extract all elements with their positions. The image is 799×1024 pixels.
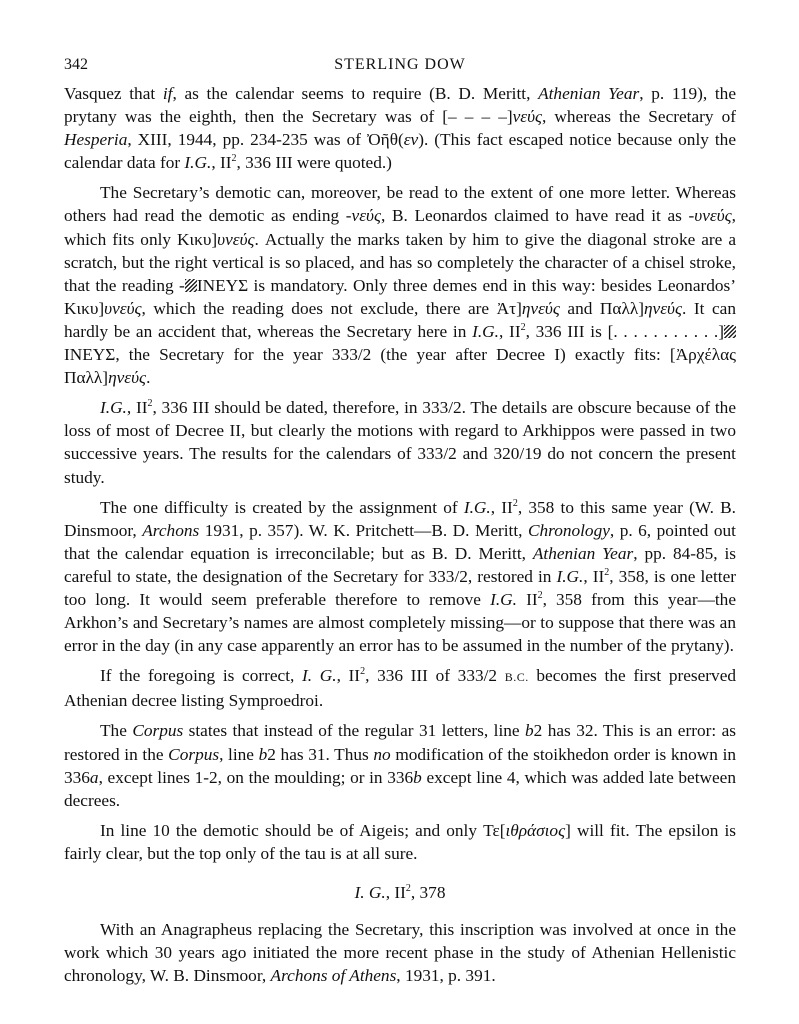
- paragraph-8: With an Anagrapheus replacing the Secretary, this inscription was involved at once in the work which 30 years ago initiated the more recent phase in the study of Athenian Hellenistic chronology, W. B. Dinsmoor, Archons of Athens, 1931, p. 391.: [64, 920, 736, 986]
- body-text-after-heading: [64, 918, 736, 987]
- section-heading: I. G., $II^2$, 378: [354, 883, 446, 902]
- paragraph-4: The one difficulty is created by the assignment of I.G., $II^2$, 358 to this same year (W. B. Dinsmoor, Archons 1931, p. 357). W. K. Pritchett—B. D. Meritt, Chronology, p. 6, pointed out that the calendar equation is irreconcilable; but as B. D. Meritt, Athenian Year, pp. 84-85, is careful to state, the designation of the Secretary for 333/2, restored in I.G., $II^2$, 358, is one letter too long. It would seem preferable therefore to remove I.G. $II^2$, 358 from this year—the Arkhon’s and Secretary’s names are almost completely missing—or to suppose that there was an error in the day (in any case apparently an error has to be assumed in the number of the prytany).: [64, 497, 737, 656]
- paragraph-3: I.G., $II^2$, 336 III should be dated, therefore, in 333/2. The details are obscure because of the loss of most of Decree II, but clearly the motions with regard to Arkhippos were passed in two successive years. The results for the calendars of 333/2 and 320/19 do not concern the present study.: [64, 398, 736, 487]
- running-head: [64, 56, 736, 82]
- paragraph-7: In line 10 the demotic should be of Aigeis; and only Τε[ιθράσιος] will fit. The epsilon is fairly clear, but the top only of the tau is at all sure.: [64, 820, 736, 863]
- paragraph-2: The Secretary’s demotic can, moreover, be read to the extent of one more letter. Whereas others had read the demotic as ending -νεύς, B. Leonardos claimed to have read it as -υνεύς, which fits only Κικυ]υνεύς. Actually the marks taken by him to give the diagonal stroke are a scratch, but the right vertical is so placed, and has so completely the character of a chisel stroke, that the reading - INEYΣ is mandatory. Only three demes end in this way: besides Leonardos’ Κικυ]υνεύς, which the reading does not exclude, there are Ἀτ]ηνεύς and Παλλ]ηνεύς. It can hardly be an accident that, whereas the Secretary here in I.G., $II^2$, 336 III is [. . . . . . . . . . .]INEYΣ, the Secretary for the year 333/2 (the year after Decree I) exactly fits: [Ἀρχέλας Παλλ]ηνεύς.: [64, 183, 737, 388]
- body-text: [64, 82, 736, 865]
- paragraph-1: Vasquez that if, as the calendar seems to require (B. D. Meritt, Athenian Year, p. 119), the prytany was the eighth, then the Secretary was of [– – – –]νεύς, whereas the Secretary of Hesperia, XIII, 1944, pp. 234-235 was of Ὀῆθ(εν). (This fact escaped notice because only the calendar data for I.G., $II^2$, 336 III were quoted.): [64, 84, 736, 173]
- running-title: STERLING DOW: [334, 56, 466, 73]
- page: [64, 56, 736, 994]
- page-number: 342: [64, 56, 88, 73]
- paragraph-5: If the foregoing is correct, I. G., $II^2$, 336 III of 333/2 B.C. becomes the first preserved Athenian decree listing Symproedroi.: [64, 666, 737, 711]
- paragraph-6: The Corpus states that instead of the regular 31 letters, line b2 has 32. This is an error: as restored in the Corpus, line b2 has 31. Thus no modification of the stoikhedon order is known in 336a, except lines 1-2, on the moulding; or in 336b except line 4, which was added late between decrees.: [64, 721, 737, 810]
